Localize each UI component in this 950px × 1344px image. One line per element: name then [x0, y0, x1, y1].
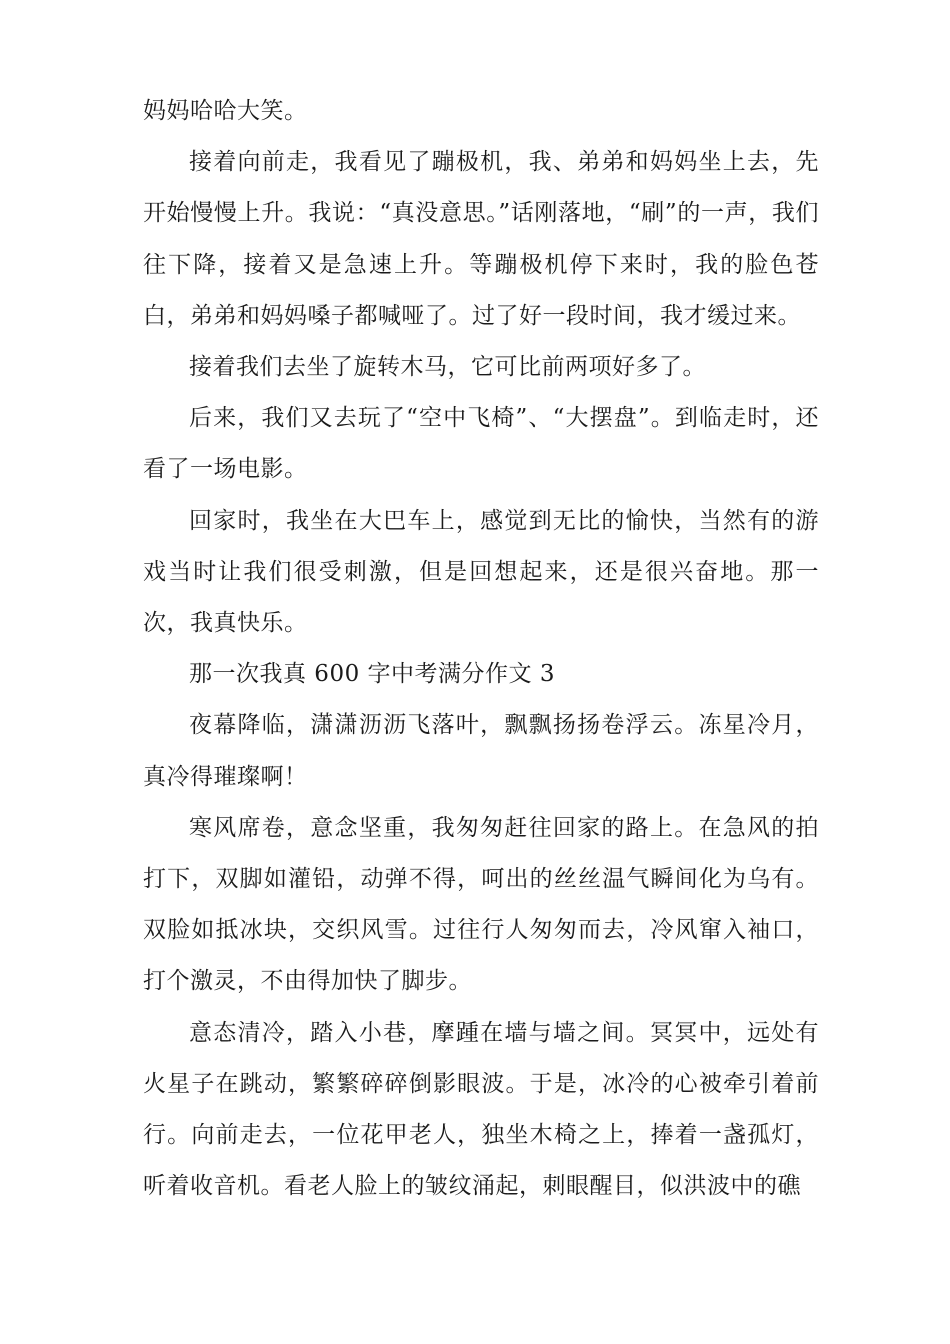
- paragraph-8: 意态清冷，踏入小巷，摩踵在墙与墙之间。冥冥中，远处有火星子在跳动，繁繁碎碎倒影眼波。于是，冰冷的心被牵引着前行。向前走去，一位花甲老人，独坐木椅之上，捧着一盏孤灯，听着收音机。看老人脸上的皱纹涌起，刺眼醒目，似洪波中的礁: [143, 1019, 819, 1200]
- paragraph-3: 接着我们去坐了旋转木马，它可比前两项好多了。: [189, 354, 706, 381]
- paragraph-2: 接着向前走，我看见了蹦极机，我、弟弟和妈妈坐上去，先开始慢慢上升。我说：“真没意思。”话刚落地，“刷”的一声，我们往下降，接着又是急速上升。等蹦极机停下来时，我的脸色苍白，弟弟和妈妈嗓子都喊哑了。过了好一段时间，我才缓过来。: [143, 149, 819, 329]
- paragraph-5: 回家时，我坐在大巴车上，感觉到无比的愉快，当然有的游戏当时让我们很受刺激，但是回想起来，还是很兴奋地。那一次，我真快乐。: [143, 507, 819, 637]
- document-body: [143, 86, 819, 1212]
- section-heading: 那一次我真 600 字中考满分作文 3: [189, 661, 555, 688]
- paragraph-1: 妈妈哈哈大笑。: [143, 98, 308, 124]
- paragraph-6: 夜幕降临，潇潇沥沥飞落叶，飘飘扬扬卷浮云。冻星冷月，真冷得璀璨啊！: [143, 712, 819, 790]
- paragraph-7: 寒风席卷，意念坚重，我匆匆赶往回家的路上。在急风的拍打下，双脚如灌铅，动弹不得，呵出的丝丝温气瞬间化为乌有。双脸如抵冰块，交织风雪。过往行人匆匆而去，冷风窜入袖口，打个激灵，不由得加快了脚步。: [143, 814, 819, 995]
- paragraph-4: 后来，我们又去玩了“空中飞椅”、“大摆盘”。到临走时，还看了一场电影。: [143, 405, 819, 483]
